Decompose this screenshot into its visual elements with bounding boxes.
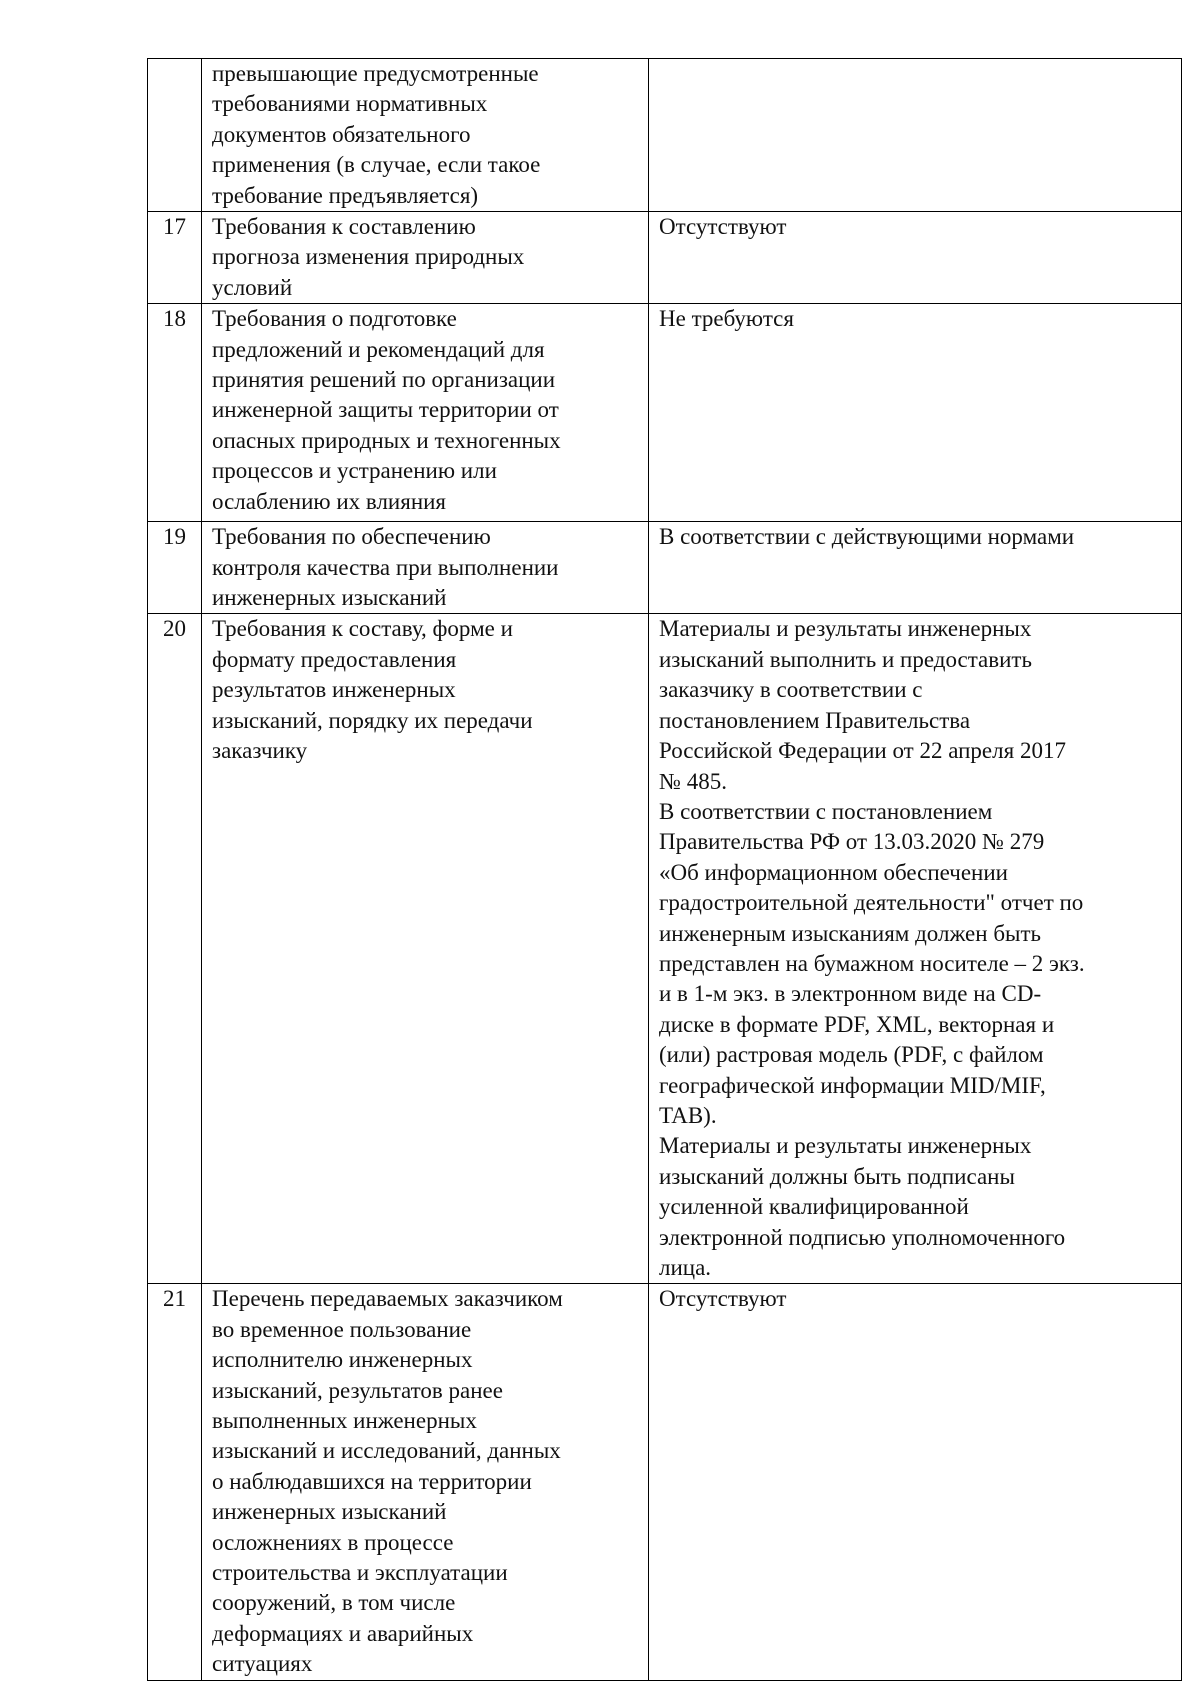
table-row	[148, 1284, 1182, 1680]
value-cell: Материалы и результаты инженерных изысканий выполнить и предоставить заказчику в соответствии с постановлением Правительства Российской Федерации от 22 апреля 2017 № 485. В соответствии с постановлением Правительства РФ от 13.03.2020 № 279 «Об информационном обеспечении градостроительной деятельности" отчет по инженерным изысканиям должен быть представлен на бумажном носителе – 2 экз. и в 1-м экз. в электронном виде на CD- диске в формате PDF, XML, векторная и (или) растровая модель (PDF, с файлом географической информации MID/MIF, TAB). Материалы и результаты инженерных изысканий должны быть подписаны усиленной квалифицированной электронной подписью уполномоченного лица.	[649, 614, 1182, 1284]
requirement-cell: Требования к составлению прогноза изменения природных условий	[202, 212, 649, 304]
value-cell: Отсутствуют	[649, 1284, 1182, 1680]
table-row	[148, 59, 1182, 212]
requirement-cell: превышающие предусмотренные требованиями нормативных документов обязательного применения (в случае, если такое требование предъявляется)	[202, 59, 649, 212]
row-number: 18	[148, 304, 202, 522]
requirement-cell: Перечень передаваемых заказчиком во временное пользование исполнителю инженерных изысканий, результатов ранее выполненных инженерных изысканий и исследований, данных о наблюдавшихся на территории инженерных изысканий осложнениях в процессе строительства и эксплуатации сооружений, в том числе деформациях и аварийных ситуациях	[202, 1284, 649, 1680]
requirement-cell: Требования к составу, форме и формату предоставления результатов инженерных изысканий, порядку их передачи заказчику	[202, 614, 649, 1284]
value-cell: В соответствии с действующими нормами	[649, 522, 1182, 614]
row-number: 21	[148, 1284, 202, 1680]
table-row	[148, 304, 1182, 522]
value-cell: Отсутствуют	[649, 212, 1182, 304]
row-number: 20	[148, 614, 202, 1284]
row-number: 17	[148, 212, 202, 304]
row-number: 19	[148, 522, 202, 614]
requirements-table	[147, 58, 1182, 1681]
value-cell: Не требуются	[649, 304, 1182, 522]
requirement-cell: Требования по обеспечению контроля качества при выполнении инженерных изысканий	[202, 522, 649, 614]
table-row	[148, 522, 1182, 614]
requirement-cell: Требования о подготовке предложений и рекомендаций для принятия решений по организации инженерной защиты территории от опасных природных и техногенных процессов и устранению или ослаблению их влияния	[202, 304, 649, 522]
table-row	[148, 614, 1182, 1284]
table-row	[148, 212, 1182, 304]
row-number	[148, 59, 202, 212]
value-cell	[649, 59, 1182, 212]
